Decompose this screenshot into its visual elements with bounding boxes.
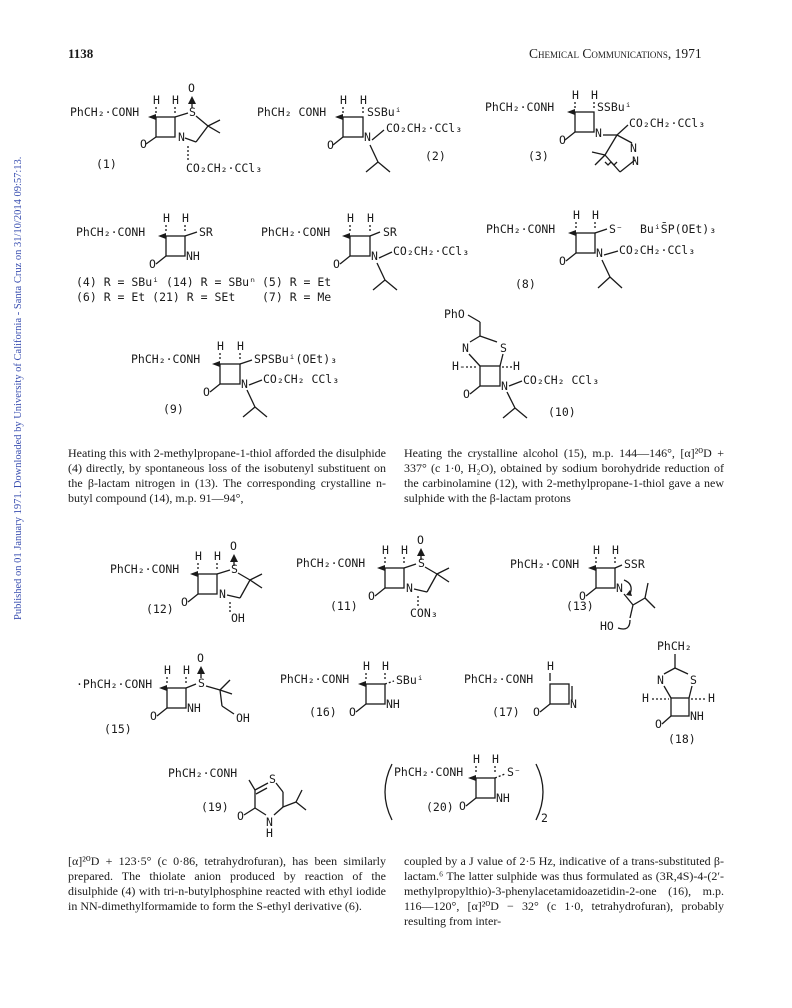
svg-text:NH: NH: [386, 697, 400, 711]
svg-text:O: O: [237, 809, 244, 823]
svg-text:H: H: [195, 549, 202, 563]
svg-text:CO₂CH₂·CCl₃: CO₂CH₂·CCl₃: [629, 116, 706, 130]
compound-20: [385, 752, 548, 825]
svg-text:N: N: [570, 697, 577, 711]
svg-text:H: H: [592, 208, 599, 222]
svg-text:H: H: [347, 211, 354, 225]
svg-text:PhCH₂·CONH: PhCH₂·CONH: [296, 556, 366, 570]
svg-text:BuⁱS̄P(OEt)₃: BuⁱS̄P(OEt)₃: [640, 222, 717, 236]
svg-text:PhCH₂ CONH: PhCH₂ CONH: [257, 105, 327, 119]
svg-text:O: O: [559, 133, 566, 147]
svg-text:O: O: [368, 589, 375, 603]
page-number: 1138: [68, 46, 94, 61]
svg-text:PhCH₂·CONH: PhCH₂·CONH: [76, 225, 146, 239]
paragraph-right-bottom: coupled by a J value of 2·5 Hz, indicative of a trans-substituted β-lactam.⁶ The latter sulphide was thus formulated as (3R,4S)-4-(2′-methylpropylthio)-3-phenylacetamidoazetidin-2-one (16), m.p. 116—120°, [α]²⁰D − 32° (c 1·0, tetrahydrofuran), probably resulting from inter-: [404, 854, 724, 928]
svg-text:N: N: [178, 130, 185, 144]
svg-text:(9): (9): [163, 402, 184, 416]
svg-text:N: N: [266, 815, 273, 829]
svg-text:(13): (13): [566, 599, 594, 613]
compound-1: [70, 81, 262, 175]
svg-text:(4) R = SBuⁱ (14) R = SBuⁿ: (4) R = SBuⁱ (14) R = SBuⁿ: [76, 275, 257, 289]
svg-text:PhCH₂·CONH: PhCH₂·CONH: [261, 225, 331, 239]
compound-18: [642, 639, 715, 746]
svg-text:H-: H-: [452, 359, 466, 373]
svg-text:PhCH₂·CONH: PhCH₂·CONH: [394, 765, 464, 779]
svg-text:O: O: [150, 709, 157, 723]
svg-text:CO₂CH₂·CCl₃: CO₂CH₂·CCl₃: [393, 244, 470, 258]
svg-text:H: H: [642, 691, 649, 705]
c1-substituent: PhCH₂·CONH: [70, 105, 140, 119]
svg-text:SBuⁱ: SBuⁱ: [396, 673, 424, 687]
svg-text:(18): (18): [668, 732, 696, 746]
svg-text:PhCH₂·CONH: PhCH₂·CONH: [485, 100, 555, 114]
svg-text:O: O: [349, 705, 356, 719]
svg-text:PhCH₂·CONH: PhCH₂·CONH: [510, 557, 580, 571]
paragraph-left-top: Heating this with 2-methylpropane-1-thiol afforded the disulphide (4) directly, by spontaneous loss of the isobutenyl substituent on the β-lactam nitrogen in (13). The corresponding crystalline n-butyl compound (14), m.p. 91—94°,: [68, 446, 386, 505]
svg-text:H: H: [573, 208, 580, 222]
svg-text:S: S: [269, 772, 276, 786]
svg-text:H: H: [360, 93, 367, 107]
svg-text:CO₂CH₂·CCl₃: CO₂CH₂·CCl₃: [186, 161, 263, 175]
svg-text:HO: HO: [600, 619, 614, 633]
svg-text:H: H: [183, 663, 190, 677]
compound-19: [168, 766, 306, 840]
svg-text:(6) R = Et (21) R = SEt: (6) R = Et (21) R = SEt: [76, 290, 236, 304]
svg-text:PhO: PhO: [444, 307, 465, 321]
svg-text:CO₂CH₂·CCl₃: CO₂CH₂·CCl₃: [386, 121, 463, 135]
journal-title: Chemical Communications, 1971: [529, 46, 702, 61]
svg-text:O: O: [463, 387, 470, 401]
svg-text:(17): (17): [492, 705, 520, 719]
svg-text:N: N: [595, 126, 602, 140]
svg-text:·PhCH₂·CONH: ·PhCH₂·CONH: [76, 677, 153, 691]
svg-text:N: N: [241, 377, 248, 391]
svg-text:2: 2: [541, 811, 548, 825]
svg-text:N: N: [406, 581, 413, 595]
svg-text:H: H: [182, 211, 189, 225]
svg-text:H: H: [382, 659, 389, 673]
svg-text:PhCH₂·CONH: PhCH₂·CONH: [486, 222, 556, 236]
svg-text:N: N: [371, 249, 378, 263]
svg-text:PhCH₂·CONH: PhCH₂·CONH: [110, 562, 180, 576]
compound-11: [296, 533, 449, 620]
svg-text:S: S: [198, 676, 205, 690]
svg-text:SSBuⁱ: SSBuⁱ: [597, 100, 632, 114]
svg-text:N: N: [616, 581, 623, 595]
svg-text:O: O: [230, 539, 237, 553]
svg-text:SSBuⁱ: SSBuⁱ: [367, 105, 402, 119]
svg-text:(1): (1): [96, 157, 117, 171]
svg-text:H: H: [214, 549, 221, 563]
svg-text:(20): (20): [426, 800, 454, 814]
svg-text:O: O: [579, 589, 586, 603]
svg-text:O: O: [140, 137, 147, 151]
svg-text:H: H: [153, 93, 160, 107]
compound-8: [486, 208, 716, 291]
svg-text:OH: OH: [236, 711, 250, 725]
svg-text:O: O: [459, 799, 466, 813]
svg-text:H: H: [266, 826, 273, 840]
svg-text:PhCH₂: PhCH₂: [657, 639, 692, 653]
svg-text:H: H: [591, 88, 598, 102]
svg-text:S: S: [418, 556, 425, 570]
svg-text:N: N: [462, 341, 469, 355]
svg-text:H: H: [164, 663, 171, 677]
svg-text:(10): (10): [548, 405, 576, 419]
svg-text:NH: NH: [186, 249, 200, 263]
svg-text:H: H: [593, 543, 600, 557]
svg-text:SR: SR: [383, 225, 397, 239]
compound-17: [464, 659, 577, 719]
svg-text:H: H: [572, 88, 579, 102]
svg-text:(16): (16): [309, 705, 337, 719]
svg-text:(7) R = Me: (7) R = Me: [262, 290, 332, 304]
compound-2: [257, 93, 462, 172]
svg-text:H: H: [708, 691, 715, 705]
svg-text:(3): (3): [528, 149, 549, 163]
svg-text:CO₂CH₂·CCl₃: CO₂CH₂·CCl₃: [619, 243, 696, 257]
svg-text:CO₂CH₂ CCl₃: CO₂CH₂ CCl₃: [523, 373, 600, 387]
svg-text:H: H: [172, 93, 179, 107]
svg-text:H: H: [217, 339, 224, 353]
svg-text:S⁻: S⁻: [609, 222, 623, 236]
svg-text:S: S: [189, 105, 196, 119]
compound-13: [510, 543, 655, 633]
compound-5: [261, 211, 469, 304]
svg-text:S: S: [500, 341, 507, 355]
svg-text:O: O: [203, 385, 210, 399]
svg-text:H: H: [513, 359, 520, 373]
svg-text:(5) R = Et: (5) R = Et: [262, 275, 332, 289]
svg-text:N: N: [364, 130, 371, 144]
svg-text:O: O: [197, 651, 204, 665]
svg-text:H: H: [163, 211, 170, 225]
svg-text:N: N: [501, 379, 508, 393]
svg-text:N: N: [596, 246, 603, 260]
svg-text:H: H: [340, 93, 347, 107]
svg-text:CO₂CH₂ CCl₃: CO₂CH₂ CCl₃: [263, 372, 340, 386]
svg-text:N: N: [630, 141, 637, 155]
svg-text:O: O: [327, 138, 334, 152]
svg-text:H: H: [382, 543, 389, 557]
svg-text:PhCH₂·CONH: PhCH₂·CONH: [131, 352, 201, 366]
svg-text:H: H: [363, 659, 370, 673]
svg-text:S: S: [690, 673, 697, 687]
compound-16: [280, 659, 424, 719]
svg-text:(19): (19): [201, 800, 229, 814]
svg-text:SSR: SSR: [624, 557, 645, 571]
svg-text:(2): (2): [425, 149, 446, 163]
svg-text:(12): (12): [146, 602, 174, 616]
svg-text:H: H: [547, 659, 554, 673]
paragraph-right-top: Heating the crystalline alcohol (15), m.p. 144—146°, [α]²⁰D + 337° (c 1·0, H₂O), obtained by sodium borohydride reduction of the carbinolamine (12), with 2-methylpropane-1-thiol gave a new sulphide with the β-lactam protons: [404, 446, 724, 505]
compound-4: [76, 211, 256, 304]
svg-text:(11): (11): [330, 599, 358, 613]
svg-text:PhCH₂·CONH: PhCH₂·CONH: [464, 672, 534, 686]
compound-3: [485, 88, 705, 172]
compound-9: [131, 339, 339, 417]
svg-text:SPSBuⁱ(OEt)₃: SPSBuⁱ(OEt)₃: [254, 352, 338, 366]
svg-text:O: O: [188, 81, 195, 95]
svg-text:O: O: [181, 595, 188, 609]
compound-15: [76, 651, 250, 736]
download-watermark-text[interactable]: Published on 01 January 1971. Downloaded by University of California - Santa Cruz on 31/10/2014 09:57:13.: [13, 156, 24, 620]
svg-text:CON₃: CON₃: [410, 606, 438, 620]
svg-text:O: O: [559, 254, 566, 268]
svg-text:O: O: [333, 257, 340, 271]
svg-text:NH: NH: [690, 709, 704, 723]
svg-text:O: O: [655, 717, 662, 731]
svg-text:OH: OH: [231, 611, 245, 625]
svg-text:S: S: [231, 562, 238, 576]
svg-text:NH: NH: [496, 791, 510, 805]
compound-12: [110, 539, 262, 625]
svg-text:O: O: [417, 533, 424, 547]
svg-text:O: O: [149, 257, 156, 271]
svg-text:H: H: [473, 752, 480, 766]
svg-text:N: N: [219, 587, 226, 601]
svg-text:SR: SR: [199, 225, 213, 239]
svg-text:PhCH₂·CONH: PhCH₂·CONH: [168, 766, 238, 780]
svg-text:(8): (8): [515, 277, 536, 291]
svg-text:O: O: [533, 705, 540, 719]
svg-text:(15): (15): [104, 722, 132, 736]
svg-text:S⁻: S⁻: [507, 765, 521, 779]
compound-10: [444, 307, 599, 419]
svg-text:H: H: [401, 543, 408, 557]
svg-text:PhCH₂·CONH: PhCH₂·CONH: [280, 672, 350, 686]
svg-text:H: H: [237, 339, 244, 353]
svg-text:H: H: [612, 543, 619, 557]
svg-text:N: N: [657, 673, 664, 687]
svg-text:NH: NH: [187, 701, 201, 715]
paragraph-left-bottom: [α]²⁰D + 123·5° (c 0·86, tetrahydrofuran), has been similarly prepared. The thiolate anion produced by reaction of the disulphide (4) with tri-n-butylphosphine reacted with ethyl iodide in NN-dimethylformamide to form the S-ethyl derivative (6).: [68, 854, 386, 913]
svg-text:N: N: [632, 154, 639, 168]
svg-text:H: H: [367, 211, 374, 225]
svg-text:H: H: [492, 752, 499, 766]
